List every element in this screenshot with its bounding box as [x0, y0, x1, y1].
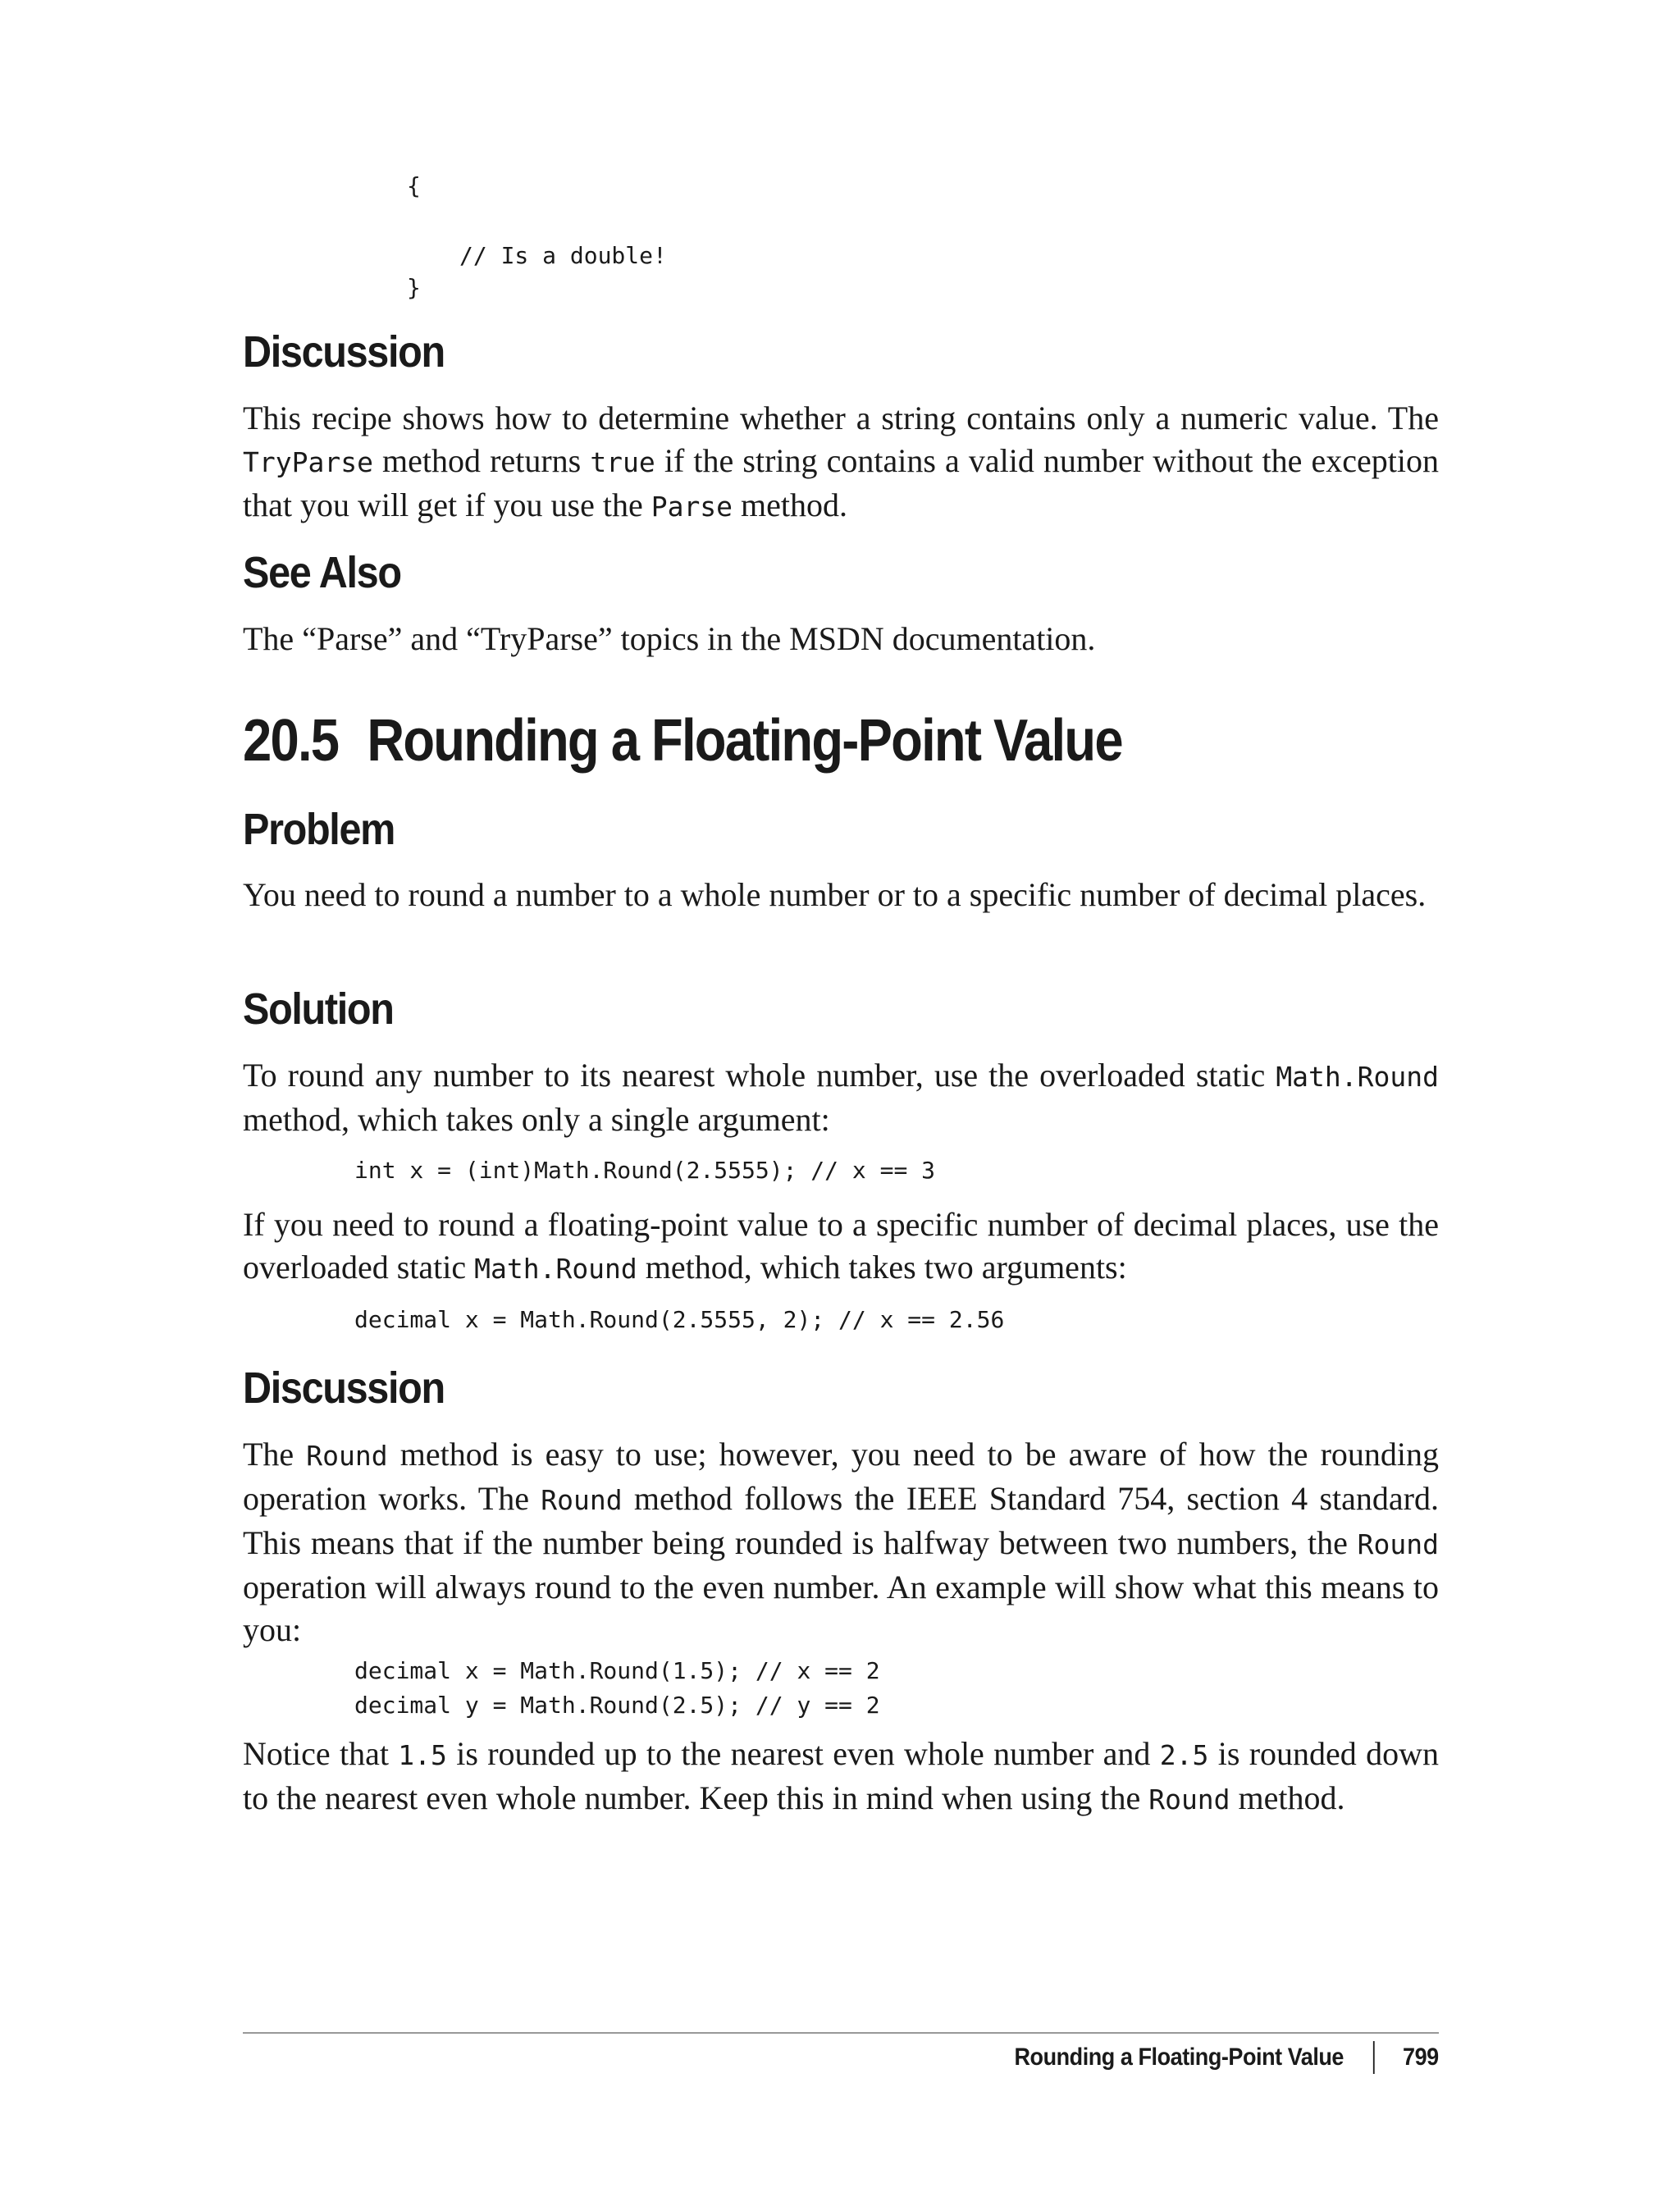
code-round-half-2: decimal y = Math.Round(2.5); // y == 2	[354, 1692, 880, 1719]
solution-paragraph-1	[243, 1054, 1439, 1141]
footer-rule	[243, 2032, 1439, 2034]
text-run: method returns	[372, 442, 591, 479]
see-also-heading: See Also	[243, 548, 401, 597]
text-run: If you need to round a floating-point value to a specific number of decimal places, use the overloaded static	[243, 1206, 1439, 1286]
inline-code: Round	[541, 1484, 623, 1516]
code-round-single: int x = (int)Math.Round(2.5555); // x == 3	[354, 1157, 936, 1184]
inline-code: Parse	[651, 491, 733, 523]
section-title	[243, 707, 1122, 774]
see-also-paragraph: The “Parse” and “TryParse” topics in the MSDN documentation.	[243, 620, 1096, 657]
text-run: To round any number to its nearest whole number, use the overloaded static	[243, 1057, 1276, 1094]
text-run: Notice that	[243, 1735, 399, 1772]
discussion-heading: Discussion	[243, 327, 445, 377]
running-title: Rounding a Floating-Point Value	[1014, 2044, 1344, 2071]
text-run: method.	[1230, 1779, 1345, 1816]
solution-paragraph-2	[243, 1203, 1439, 1290]
text-run: is rounded down to the nearest even whole number. Keep this in mind when using the	[243, 1735, 1440, 1816]
problem-paragraph: You need to round a number to a whole number or to a specific number of decimal places.	[243, 876, 1427, 913]
discussion-paragraph	[243, 397, 1439, 528]
footer-separator	[1373, 2041, 1375, 2074]
text-run: method is easy to use; however, you need to be aware of how the rounding operation works. The	[243, 1436, 1439, 1517]
inline-code: Math.Round	[474, 1253, 637, 1285]
inline-code: Math.Round	[1276, 1061, 1439, 1093]
discussion-2-heading: Discussion	[243, 1363, 445, 1413]
problem-heading: Problem	[243, 805, 395, 854]
text-run: The	[243, 1436, 307, 1473]
page-number: 799	[1403, 2044, 1439, 2071]
code-brace-close: }	[407, 274, 421, 301]
discussion-2-paragraph-2	[243, 1733, 1439, 1821]
text-run: method.	[733, 486, 848, 523]
text-run: method follows the IEEE Standard 754, section 4 standard. This means that if the number being rounded is halfway between two numbers, the	[243, 1480, 1439, 1561]
inline-code: Round	[1357, 1528, 1439, 1560]
section-number: 20.5	[243, 708, 339, 774]
inline-code: 2.5	[1159, 1739, 1209, 1771]
text-run: if the string contains a valid number without the exception that you will get if you use the	[243, 442, 1440, 523]
text-run: is rounded up to the nearest even whole number and	[446, 1735, 1160, 1772]
inline-code: Round	[306, 1440, 388, 1472]
page-footer	[1015, 2041, 1439, 2074]
inline-code: true	[590, 446, 655, 478]
section-title-text: Rounding a Floating-Point Value	[367, 708, 1122, 774]
solution-heading: Solution	[243, 984, 394, 1034]
inline-code: TryParse	[243, 446, 373, 478]
code-brace-open: {	[407, 172, 421, 199]
text-run: method, which takes only a single argument:	[243, 1101, 830, 1138]
text-run: This recipe shows how to determine whether a string contains only a numeric value. The	[243, 400, 1439, 436]
discussion-2-paragraph-1	[243, 1433, 1439, 1651]
text-run: operation will always round to the even number. An example will show what this means to you:	[243, 1569, 1439, 1648]
code-round-half-1: decimal x = Math.Round(1.5); // x == 2	[354, 1657, 880, 1684]
inline-code: 1.5	[398, 1739, 447, 1771]
code-comment: // Is a double!	[459, 242, 667, 269]
inline-code: Round	[1148, 1784, 1230, 1815]
text-run: method, which takes two arguments:	[637, 1249, 1127, 1286]
code-round-decimal: decimal x = Math.Round(2.5555, 2); // x == 2.56	[354, 1306, 1005, 1333]
